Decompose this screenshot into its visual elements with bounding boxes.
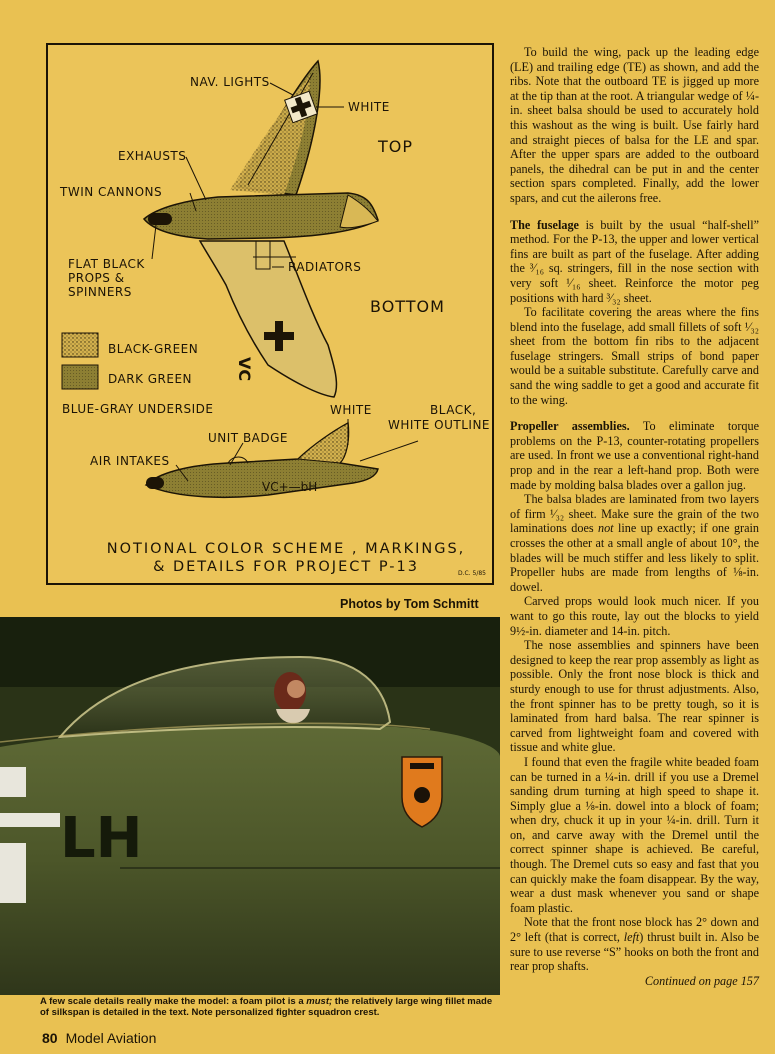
page-number: 80: [42, 1030, 58, 1046]
bottom-code-mark: VC: [235, 357, 254, 382]
unit-badge-label: UNIT BADGE: [208, 431, 289, 445]
propeller-body: To eliminate torque problems on the P-13, counter-rotating propellers are used. In front we use a conventional right-hand prop and in the rear a left-hand prop. Both were made by molding balsa blades over a gallon jug.: [510, 419, 759, 492]
model-photo: [0, 617, 500, 995]
twin-cannons-label: TWIN CANNONS: [60, 185, 163, 199]
caption-emphasis: must;: [306, 996, 333, 1007]
white-top-label: WHITE: [348, 100, 390, 114]
white-side-label: WHITE: [330, 403, 372, 417]
blades-emphasis: not: [597, 521, 614, 536]
thrust-part-b: ) thrust built in. Also be sure to use reverse “S” hooks on both the front and rear prop shafts.: [510, 930, 760, 974]
paragraph-fuselage: [510, 218, 759, 306]
nav-lights-label: NAV. LIGHTS: [190, 75, 270, 89]
bottom-view-label: BOTTOM: [370, 297, 445, 316]
paragraph-blades: [510, 492, 759, 594]
fuselage-heading: The fuselage: [510, 217, 579, 232]
blades-part-b: line up exactly; if one grain crosses the other at a small angle of about 10°, the blades will be much stiffer and less likely to split. Propeller hubs are made from lengths of ⅛-in. dowel.: [510, 521, 759, 594]
blue-gray-underside-label: BLUE-GRAY UNDERSIDE: [62, 402, 214, 416]
dark-green-swatch: [62, 365, 98, 389]
flat-black-label-2: PROPS &: [68, 271, 125, 285]
fuselage-body: is built by the usual “half-shell” method. For the P-13, the upper and lower vertical fins are built as part of the fuselage. After adding the ³⁄₁₆ sq. stringers, fill in the nose section with very soft ¹⁄₁₆ sheet. Reinforce the motor peg positions with hard ³⁄₃₂ sheet.: [510, 217, 759, 305]
model-photo-illustration: [0, 617, 500, 995]
black-green-swatch: [62, 333, 98, 357]
black-outline-label-2: WHITE OUTLINE: [388, 418, 490, 432]
caption-part-a: A few scale details really make the model: a foam pilot is a: [40, 996, 307, 1007]
continued-link[interactable]: Continued on page 157: [644, 973, 759, 988]
article-text-column: [510, 45, 759, 988]
thrust-emphasis: left: [623, 930, 640, 945]
aircraft-drawings: [48, 45, 496, 587]
paragraph-thrust: [510, 915, 759, 988]
photo-credit: Photos by Tom Schmitt: [340, 597, 479, 611]
air-intakes-label: AIR INTAKES: [90, 454, 170, 468]
diagram-title-line-1: NOTIONAL COLOR SCHEME , MARKINGS,: [106, 541, 466, 557]
fuselage-code: LH: [60, 806, 143, 871]
caption-part-b: the relatively large wing fillet made of silkspan is detailed in the text. Note personalized fighter squadron crest.: [40, 996, 493, 1018]
paragraph-wing: To build the wing, pack up the leading edge (LE) and trailing edge (TE) as shown, and add the ribs. Note that the outboard TE is jigged up more at the tip than at the root. A triangular wedge of ¼-in. sheet balsa should be used to accurately hold this washout as the wing is built. Use fairly hard and straight pieces of balsa for the LE and spar. After the upper spars are added to the outboard panels, the dihedral can be put in and the center section spars completed. Finally, add the lower spars, and cut the ailerons free.: [510, 45, 759, 205]
top-view-label: TOP: [378, 137, 414, 156]
diagram-title: [86, 540, 486, 576]
paragraph-fillets: To facilitate covering the areas where the fins blend into the fuselage, add small fillets of soft ¹⁄₃₂ sheet from the bottom fin ribs to the adjacent fuselage stringers. Small strips of bond paper would be a suitable substitute. Carefully carve and sand the wing saddle to get a good and accurate fit to the wing.: [510, 305, 759, 407]
flat-black-label-3: SPINNERS: [68, 285, 132, 299]
side-code-mark: VC+—bH: [262, 480, 318, 494]
black-outline-label-1: BLACK,: [430, 403, 477, 417]
thrust-part-a: Note that the front nose block has 2° down and 2° left (that is correct,: [510, 915, 759, 945]
dark-green-legend-label: DARK GREEN: [108, 372, 193, 386]
paragraph-foam: I found that even the fragile white beaded foam can be turned in a ¼-in. drill if you use a Dremel sanding drum turning at high speed to shape it. Simply glue a ⅛-in. dowel into a block of foam; when dry, chuck it up in your ¼-in. drill. Turn it on, and carve away with the Dremel until the correct spinner shape is achieved. Be careful, though. The Dremel cuts so easy and fast that you can quickly make the foam disappear. By the way, wear a dust mask whenever you sand or shape foam plastic.: [510, 754, 759, 915]
color-scheme-diagram: [46, 43, 494, 585]
diagram-title-line-2: & DETAILS FOR PROJECT P-13: [153, 559, 419, 575]
exhausts-label: EXHAUSTS: [118, 149, 187, 163]
photo-caption: [40, 996, 500, 1018]
page-footer: [42, 1030, 156, 1046]
radiators-label: RADIATORS: [288, 260, 362, 274]
paragraph-nose-assemblies: The nose assemblies and spinners have been designed to keep the rear prop assembly as light as possible. Only the front nose block is thick and sturdy enough to use for thrust adjustments. Also, the front spinner has to be pretty tough, so it is laminated from hard balsa. The rear spinner is carved from lightweight foam and covered with tissue and white glue.: [510, 638, 759, 755]
paragraph-carved-props: Carved props would look much nicer. If you want to go this route, lay out the blocks to yield 9½-in. diameter and 14-in. pitch.: [510, 594, 759, 638]
paragraph-propellers: [510, 419, 759, 492]
flat-black-label-1: FLAT BLACK: [68, 257, 145, 271]
black-green-legend-label: BLACK-GREEN: [108, 342, 199, 356]
artist-signature: D.C. 5/85: [457, 570, 486, 577]
magazine-name: Model Aviation: [65, 1030, 157, 1046]
propeller-heading: Propeller assemblies.: [510, 419, 630, 434]
blades-part-a: The balsa blades are laminated from two layers of firm ¹⁄₃₂ sheet. Make sure the grain of the two laminations does: [510, 492, 759, 536]
